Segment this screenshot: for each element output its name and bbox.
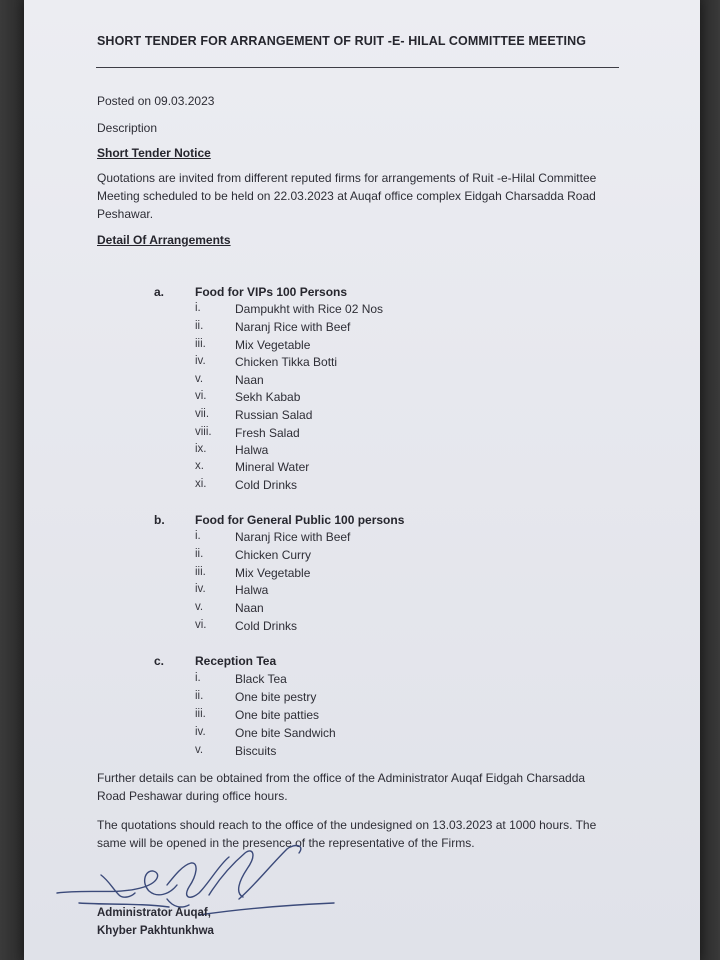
list-item: One bite patties (235, 708, 320, 722)
item-number: ii. (195, 690, 204, 702)
notice-line: Meeting scheduled to be held on 22.03.2023 at Auqaf office complex Eidgah Charsadda Road (97, 189, 596, 203)
notice-line: Quotations are invited from different reputed firms for arrangements of Ruit -e-Hilal Committee (97, 171, 597, 185)
item-number: vi. (195, 390, 207, 402)
item-number: v. (195, 373, 204, 385)
list-item: Naan (235, 601, 264, 615)
arrangements-heading: Detail Of Arrangements (97, 233, 231, 247)
item-number: i. (195, 302, 201, 314)
tender-document (24, 0, 700, 960)
list-item: Sekh Kabab (235, 390, 301, 404)
item-number: ix. (195, 443, 207, 455)
notice-line: Peshawar. (97, 207, 154, 221)
item-number: viii. (195, 426, 212, 438)
section-title-public: Food for General Public 100 persons (195, 513, 405, 527)
item-number: xi. (195, 478, 207, 490)
item-number: vi. (195, 619, 207, 631)
further-details-line: Road Peshawar during office hours. (97, 789, 288, 803)
description-label: Description (97, 121, 158, 135)
handwritten-signature (49, 835, 349, 935)
list-item: Mix Vegetable (235, 566, 311, 580)
item-number: ii. (195, 320, 204, 332)
quotation-line: same will be opened in the presence of the representative of the Firms. (97, 836, 475, 850)
section-letter: a. (154, 285, 165, 299)
list-item: Russian Salad (235, 408, 313, 422)
list-item: Mix Vegetable (235, 338, 311, 352)
list-item: Mineral Water (235, 460, 310, 474)
list-item: Naan (235, 373, 264, 387)
section-title-tea: Reception Tea (195, 654, 277, 668)
posted-date: Posted on 09.03.2023 (97, 94, 215, 108)
list-item: Halwa (235, 583, 269, 597)
list-item: Dampukht with Rice 02 Nos (235, 302, 384, 316)
item-number: ii. (195, 548, 204, 560)
item-number: iii. (195, 708, 206, 720)
list-item: Chicken Tikka Botti (235, 355, 338, 369)
section-title-vip: Food for VIPs 100 Persons (195, 285, 348, 299)
list-item: Fresh Salad (235, 426, 300, 440)
document-title: SHORT TENDER FOR ARRANGEMENT OF RUIT -E- HILAL COMMITTEE MEETING (97, 34, 587, 48)
item-number: v. (195, 744, 204, 756)
signatory-title: Administrator Auqaf, (97, 907, 211, 919)
item-number: iv. (195, 355, 206, 367)
item-number: i. (195, 672, 201, 684)
signatory-region: Khyber Pakhtunkhwa (97, 925, 214, 937)
list-item: Black Tea (235, 672, 287, 686)
quotation-line: The quotations should reach to the office of the undesigned on 13.03.2023 at 1000 hours. The (97, 818, 597, 832)
item-number: iv. (195, 583, 206, 595)
item-number: v. (195, 601, 204, 613)
item-number: iii. (195, 566, 206, 578)
notice-heading: Short Tender Notice (97, 146, 211, 160)
title-divider (96, 67, 619, 68)
list-item: One bite pestry (235, 690, 317, 704)
section-letter: b. (154, 513, 165, 527)
item-number: i. (195, 530, 201, 542)
list-item: Cold Drinks (235, 478, 298, 492)
list-item: Naranj Rice with Beef (235, 530, 351, 544)
section-letter: c. (154, 654, 165, 668)
list-item: Naranj Rice with Beef (235, 320, 351, 334)
list-item: Biscuits (235, 744, 277, 758)
item-number: vii. (195, 408, 210, 420)
item-number: iii. (195, 338, 206, 350)
list-item: Chicken Curry (235, 548, 312, 562)
item-number: x. (195, 460, 204, 472)
further-details-line: Further details can be obtained from the office of the Administrator Auqaf Eidgah Charsadda (97, 771, 586, 785)
item-number: iv. (195, 726, 206, 738)
list-item: Halwa (235, 443, 269, 457)
list-item: Cold Drinks (235, 619, 298, 633)
list-item: One bite Sandwich (235, 726, 336, 740)
